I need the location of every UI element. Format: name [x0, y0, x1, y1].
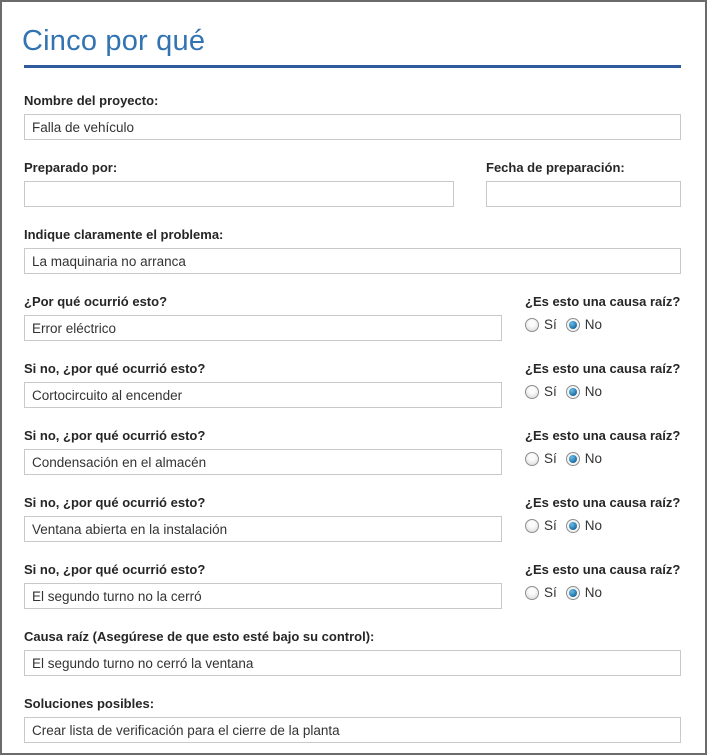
root-cause-question-1 [525, 294, 681, 333]
root-cause-question-label: ¿Es esto una causa raíz? [525, 562, 681, 577]
root-cause-question-label: ¿Es esto una causa raíz? [525, 428, 681, 443]
root-cause-question-label: ¿Es esto una causa raíz? [525, 361, 681, 376]
radio-yes-2[interactable] [525, 385, 539, 399]
radio-no-label[interactable]: No [584, 317, 603, 332]
root-cause-section [24, 629, 681, 676]
radio-no-2[interactable] [566, 385, 580, 399]
radio-no-4[interactable] [566, 519, 580, 533]
radio-yes-5[interactable] [525, 586, 539, 600]
radio-no-5[interactable] [566, 586, 580, 600]
why-section-2 [24, 361, 681, 408]
radio-no-label[interactable]: No [584, 384, 603, 399]
radio-no-label[interactable]: No [584, 451, 603, 466]
why-5-label: Si no, ¿por qué ocurrió esto? [24, 562, 206, 577]
project-name-label: Nombre del proyecto: [24, 93, 159, 108]
radio-yes-label[interactable]: Sí [544, 384, 557, 399]
why-section-4 [24, 495, 681, 542]
problem-label: Indique claramente el problema: [24, 227, 224, 242]
prep-date-field [486, 160, 681, 207]
radio-no-label[interactable]: No [584, 518, 603, 533]
radio-yes-1[interactable] [525, 318, 539, 332]
radio-yes-4[interactable] [525, 519, 539, 533]
prep-date-input[interactable] [486, 181, 681, 207]
root-cause-radio-group-1 [525, 317, 681, 333]
solutions-section [24, 696, 681, 743]
root-cause-radio-group-5 [525, 585, 681, 601]
why-3-input[interactable] [24, 449, 502, 475]
why-4-input[interactable] [24, 516, 502, 542]
why-section-5 [24, 562, 681, 609]
problem-section [24, 227, 681, 274]
solutions-input[interactable] [24, 717, 681, 743]
project-name-section [24, 93, 681, 140]
root-cause-question-2 [525, 361, 681, 400]
radio-yes-label[interactable]: Sí [544, 518, 557, 533]
why-1-label: ¿Por qué ocurrió esto? [24, 294, 168, 309]
radio-yes-label[interactable]: Sí [544, 317, 557, 332]
solutions-label: Soluciones posibles: [24, 696, 155, 711]
why-section-3 [24, 428, 681, 475]
root-cause-question-5 [525, 562, 681, 601]
root-cause-question-3 [525, 428, 681, 467]
why-section-1 [24, 294, 681, 341]
root-cause-question-4 [525, 495, 681, 534]
prepared-row [24, 160, 681, 207]
root-cause-radio-group-4 [525, 518, 681, 534]
radio-no-1[interactable] [566, 318, 580, 332]
radio-no-label[interactable]: No [584, 585, 603, 600]
radio-yes-label[interactable]: Sí [544, 585, 557, 600]
root-cause-input[interactable] [24, 650, 681, 676]
root-cause-question-label: ¿Es esto una causa raíz? [525, 294, 681, 309]
why-2-label: Si no, ¿por qué ocurrió esto? [24, 361, 206, 376]
root-cause-radio-group-2 [525, 384, 681, 400]
project-name-input[interactable] [24, 114, 681, 140]
prepared-by-label: Preparado por: [24, 160, 118, 175]
why-3-label: Si no, ¿por qué ocurrió esto? [24, 428, 206, 443]
why-4-label: Si no, ¿por qué ocurrió esto? [24, 495, 206, 510]
why-5-input[interactable] [24, 583, 502, 609]
page-title: Cinco por qué [22, 25, 206, 57]
prepared-by-field [24, 160, 454, 207]
problem-input[interactable] [24, 248, 681, 274]
radio-no-3[interactable] [566, 452, 580, 466]
root-cause-question-label: ¿Es esto una causa raíz? [525, 495, 681, 510]
radio-yes-label[interactable]: Sí [544, 451, 557, 466]
prep-date-label: Fecha de preparación: [486, 160, 625, 175]
radio-yes-3[interactable] [525, 452, 539, 466]
why-1-input[interactable] [24, 315, 502, 341]
root-cause-label: Causa raíz (Asegúrese de que esto esté bajo su control): [24, 629, 375, 644]
title-divider [24, 65, 681, 68]
why-2-input[interactable] [24, 382, 502, 408]
prepared-by-input[interactable] [24, 181, 454, 207]
root-cause-radio-group-3 [525, 451, 681, 467]
